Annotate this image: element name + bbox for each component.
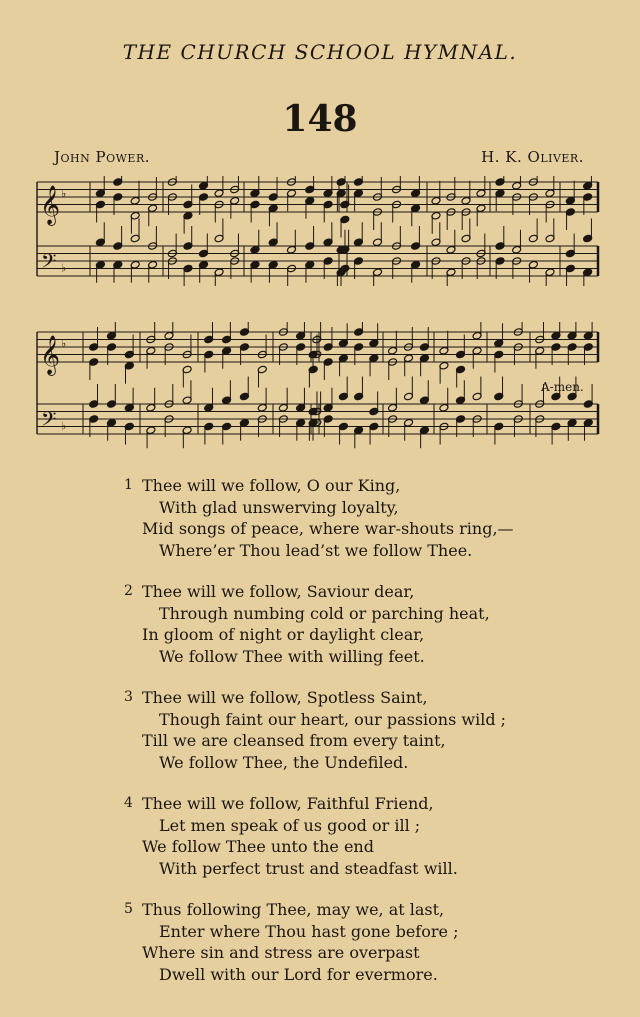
verse-line: Till we are cleansed from every taint, [142,731,446,750]
verse-number: 5 [124,901,133,917]
amen-label: A-men. [541,380,584,394]
verse-line: With glad unswerving loyalty, [159,497,399,517]
treble-clef: 𝄞 [40,185,61,225]
treble-clef: 𝄞 [40,335,61,375]
verse-line: Enter where Thou hast gone before ; [159,921,459,941]
verse-line: With perfect trust and steadfast will. [159,858,458,878]
verse-line: Mid songs of peace, where war-shouts ring,— [142,519,514,538]
verse-line: Thee will we follow, O our King, [142,476,401,495]
verse-line: We follow Thee, the Undefiled. [159,752,409,772]
verse-line: Where sin and stress are overpast [142,943,420,962]
verse-line: Thee will we follow, Spotless Saint, [142,688,428,707]
verse-line: Through numbing cold or parching heat, [159,603,490,623]
hymn-verses [0,476,640,1006]
running-head: THE CHURCH SCHOOL HYMNAL. [122,40,518,64]
bass-clef: 𝄢 [41,249,57,278]
verse [0,794,640,880]
flat-key-signature: ♭ [61,419,67,433]
verse-line: Thus following Thee, may we, at last, [142,900,445,919]
verse-number: 1 [124,477,133,493]
verse-line: In gloom of night or daylight clear, [142,625,425,644]
flat-key-signature: ♭ [61,187,67,200]
verse [0,582,640,668]
verse [0,688,640,774]
verse-line: Thee will we follow, Saviour dear, [142,582,415,601]
verse-line: Though faint our heart, our passions wild ; [159,709,507,729]
verse-line: Let men speak of us good or ill ; [159,815,421,835]
bass-clef: 𝄢 [41,407,57,436]
verse-line: Dwell with our Lord for evermore. [159,964,438,984]
verse-number: 4 [124,795,133,811]
music-system-1 [0,176,640,286]
verse-number: 2 [124,583,133,599]
verse-number: 3 [124,689,133,705]
flat-key-signature: ♭ [61,261,67,275]
composer-name: H. K. Oliver. [481,148,584,166]
author-name: John Power. [54,148,151,166]
verse [0,900,640,986]
verse-line: We follow Thee unto the end [142,837,374,856]
hymn-number: 148 [282,98,358,140]
verse-line: Where’er Thou lead’st we follow Thee. [159,540,473,560]
music-staff-system [0,176,640,286]
verse-line: We follow Thee with willing feet. [159,646,425,666]
verse [0,476,640,562]
flat-key-signature: ♭ [61,337,67,350]
verse-line: Thee will we follow, Faithful Friend, [142,794,434,813]
